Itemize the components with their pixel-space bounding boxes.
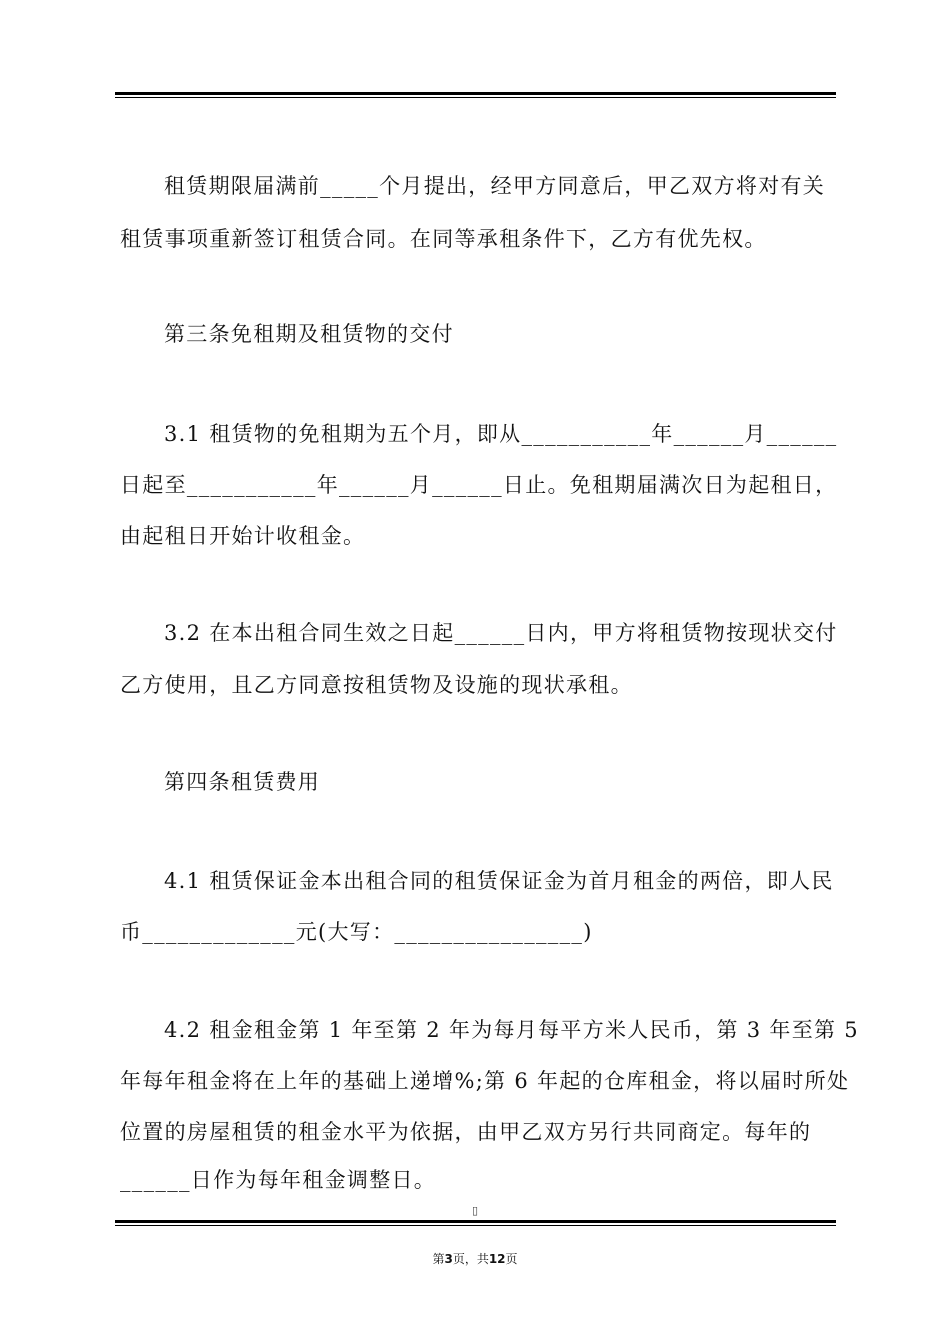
footer-rule — [115, 1220, 836, 1226]
page-number-suffix: 页 — [505, 1252, 518, 1266]
page-number-total: 12 — [488, 1252, 506, 1266]
paragraph-line: 3.1 租赁物的免租期为五个月，即从___________年______月______ — [164, 422, 838, 446]
page-number-current: 3 — [444, 1252, 453, 1266]
paragraph-line: 租赁事项重新签订租赁合同。在同等承租条件下，乙方有优先权。 — [120, 227, 767, 251]
paragraph-line: 3.2 在本出租合同生效之日起______日内，甲方将租赁物按现状交付 — [164, 621, 838, 645]
paragraph-line: 由起租日开始计收租金。 — [120, 524, 366, 548]
footer-mark-icon: ▯ — [472, 1204, 479, 1217]
paragraph-line: ______日作为每年租金调整日。 — [120, 1168, 437, 1192]
paragraph-line: 日起至___________年______月______日止。免租期届满次日为起租日， — [120, 473, 838, 497]
paragraph-line: 年每年租金将在上年的基础上递增%;第 6 年起的仓库租金，将以届时所处 — [120, 1069, 850, 1093]
section-heading: 第三条免租期及租赁物的交付 — [164, 322, 454, 346]
paragraph-line: 位置的房屋租赁的租金水平为依据，由甲乙双方另行共同商定。每年的 — [120, 1120, 812, 1144]
paragraph-line: 4.2 租金租金第 1 年至第 2 年为每月每平方米人民币，第 3 年至第 5 — [164, 1018, 859, 1042]
paragraph-line: 租赁期限届满前_____个月提出，经甲方同意后，甲乙双方将对有关 — [164, 174, 826, 198]
page-number-middle: 页，共 — [452, 1252, 489, 1266]
paragraph-line: 币_____________元(大写：________________) — [120, 920, 593, 944]
paragraph-line: 乙方使用，且乙方同意按租赁物及设施的现状承租。 — [120, 673, 633, 697]
section-heading: 第四条租赁费用 — [164, 770, 321, 794]
page-number — [0, 1250, 950, 1267]
header-rule — [115, 92, 836, 98]
paragraph-line: 4.1 租赁保证金本出租合同的租赁保证金为首月租金的两倍，即人民 — [164, 869, 834, 893]
page-number-prefix: 第 — [432, 1252, 445, 1266]
